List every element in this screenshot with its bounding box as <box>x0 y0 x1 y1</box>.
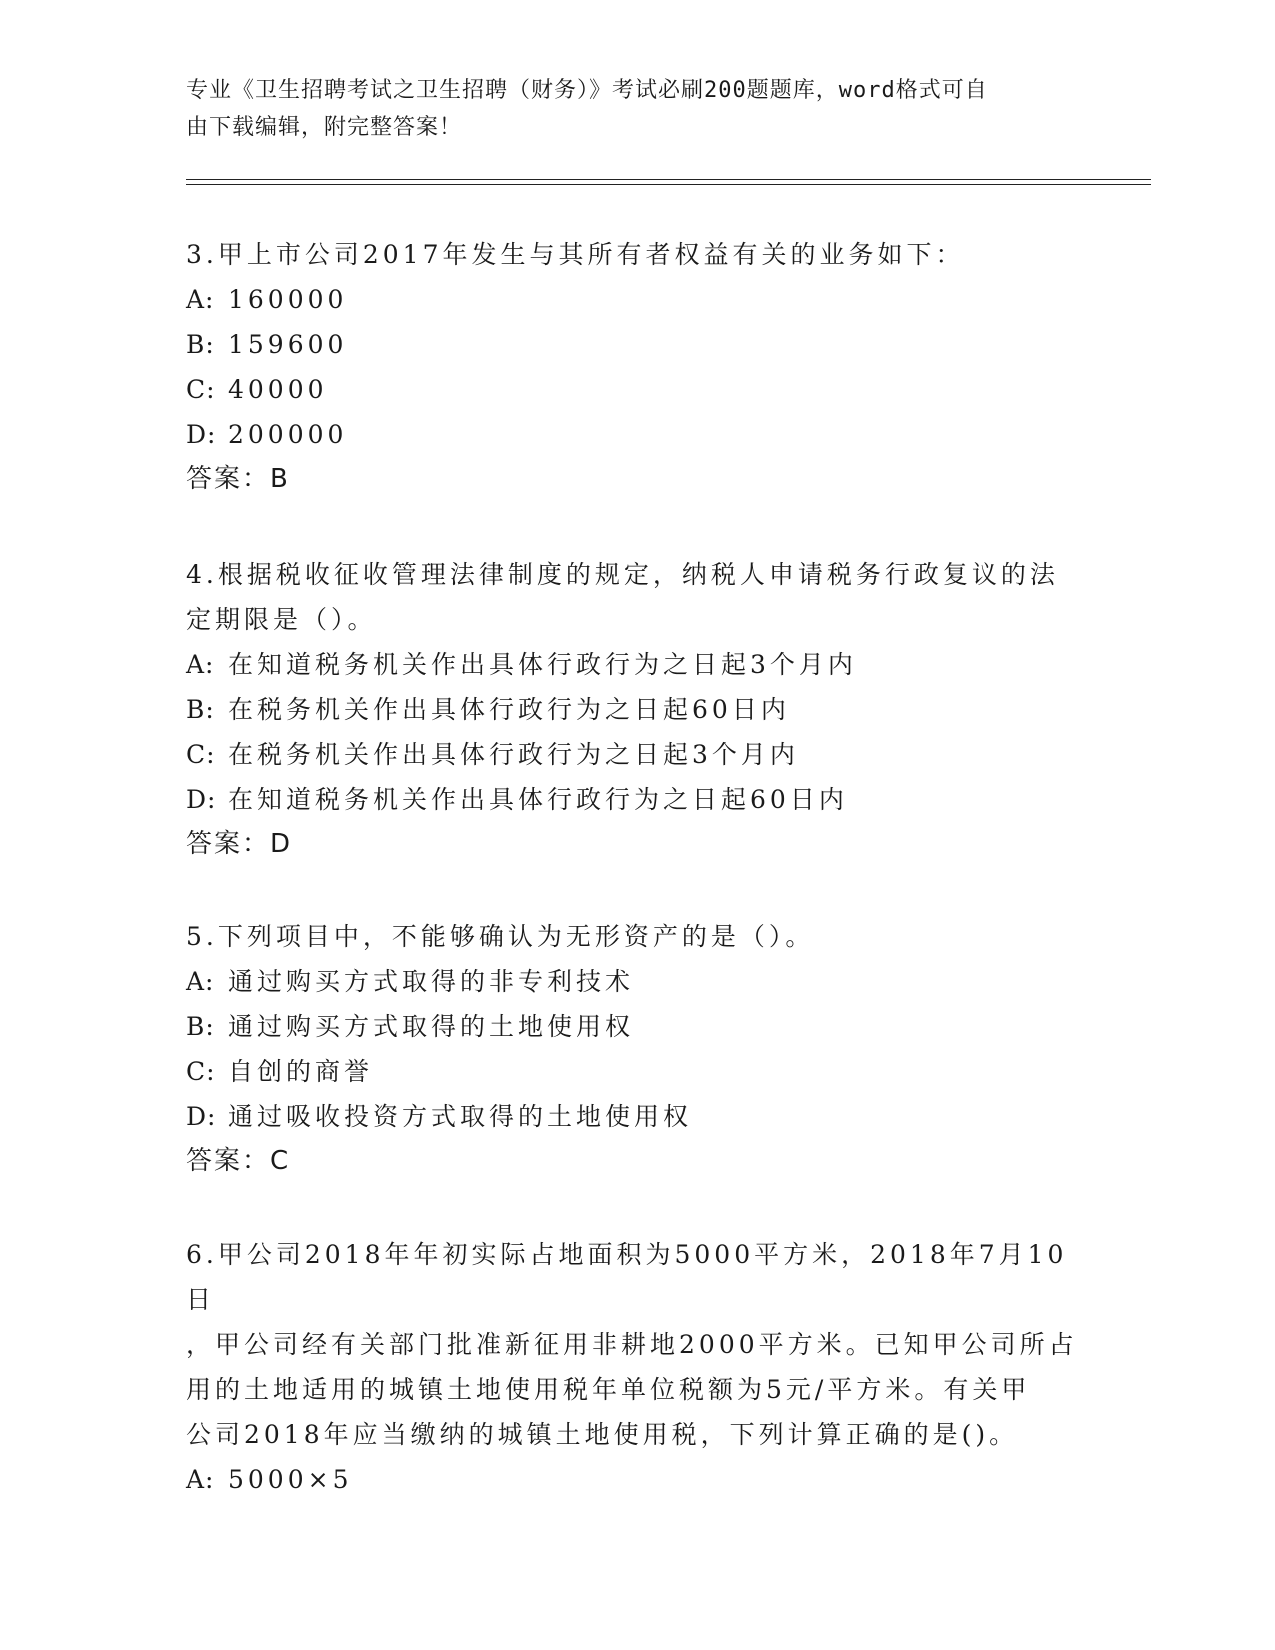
option-text: 在税务机关作出具体行政行为之日起60日内 <box>228 695 790 724</box>
option-key: B: <box>186 1012 215 1041</box>
question-stem: 3.甲上市公司2017年发生与其所有者权益有关的业务如下： <box>186 240 965 269</box>
question-5 <box>186 914 1086 1184</box>
question-stem-continued: 用的土地适用的城镇土地使用税年单位税额为5元/平方米。有关甲 <box>186 1375 1031 1404</box>
question-stem-continued: ，甲公司经有关部门批准新征用非耕地2000平方米。已知甲公司所占 <box>186 1330 1078 1359</box>
question-4 <box>186 552 1086 867</box>
option-key: D: <box>186 785 217 814</box>
option-a <box>186 277 1086 322</box>
option-key: C: <box>186 740 216 769</box>
option-text: 159600 <box>228 330 348 359</box>
question-stem: 5.下列项目中，不能够确认为无形资产的是（）。 <box>186 922 815 951</box>
answer-line: 答案：D <box>186 829 293 859</box>
header-line-1: 专业《卫生招聘考试之卫生招聘（财务）》考试必刷200题题库，word格式可自 <box>186 78 988 103</box>
option-text: 自创的商誉 <box>228 1057 374 1086</box>
option-text: 通过吸收投资方式取得的土地使用权 <box>228 1102 693 1131</box>
question-3 <box>186 232 1086 502</box>
option-text: 通过购买方式取得的非专利技术 <box>228 967 635 996</box>
question-stem-continued: 公司2018年应当缴纳的城镇土地使用税，下列计算正确的是()。 <box>186 1420 1019 1449</box>
header-divider-top <box>186 179 1151 180</box>
option-text: 200000 <box>228 420 348 449</box>
option-d <box>186 1094 1086 1139</box>
answer-line: 答案：B <box>186 464 290 494</box>
option-a <box>186 1457 1086 1502</box>
option-text: 160000 <box>228 285 348 314</box>
option-key: D: <box>186 1102 217 1131</box>
option-text: 在税务机关作出具体行政行为之日起3个月内 <box>228 740 799 769</box>
option-d <box>186 777 1086 822</box>
question-stem: 6.甲公司2018年年初实际占地面积为5000平方米，2018年7月10日 <box>186 1240 1068 1314</box>
option-text: 通过购买方式取得的土地使用权 <box>228 1012 635 1041</box>
option-b <box>186 1004 1086 1049</box>
question-stem: 4.根据税收征收管理法律制度的规定，纳税人申请税务行政复议的法 <box>186 560 1059 589</box>
option-key: A: <box>186 1465 215 1494</box>
option-a <box>186 959 1086 1004</box>
question-6 <box>186 1232 1086 1502</box>
option-d <box>186 412 1086 457</box>
option-key: D: <box>186 420 217 449</box>
option-key: A: <box>186 285 215 314</box>
option-text: 在知道税务机关作出具体行政行为之日起3个月内 <box>228 650 857 679</box>
option-text: 40000 <box>228 375 328 404</box>
option-text: 在知道税务机关作出具体行政行为之日起60日内 <box>228 785 848 814</box>
option-key: C: <box>186 1057 216 1086</box>
option-a <box>186 642 1086 687</box>
option-key: C: <box>186 375 216 404</box>
option-c <box>186 1049 1086 1094</box>
option-b <box>186 322 1086 367</box>
option-c <box>186 732 1086 777</box>
option-key: A: <box>186 967 215 996</box>
header-line-2: 由下载编辑，附完整答案！ <box>186 115 463 140</box>
option-b <box>186 687 1086 732</box>
question-stem-continued: 定期限是（）。 <box>186 605 377 634</box>
option-text: 5000×5 <box>228 1465 353 1494</box>
document-header <box>186 72 1066 146</box>
header-divider-bottom <box>186 184 1151 185</box>
option-c <box>186 367 1086 412</box>
option-key: B: <box>186 695 215 724</box>
answer-line: 答案：C <box>186 1146 291 1176</box>
option-key: A: <box>186 650 215 679</box>
option-key: B: <box>186 330 215 359</box>
